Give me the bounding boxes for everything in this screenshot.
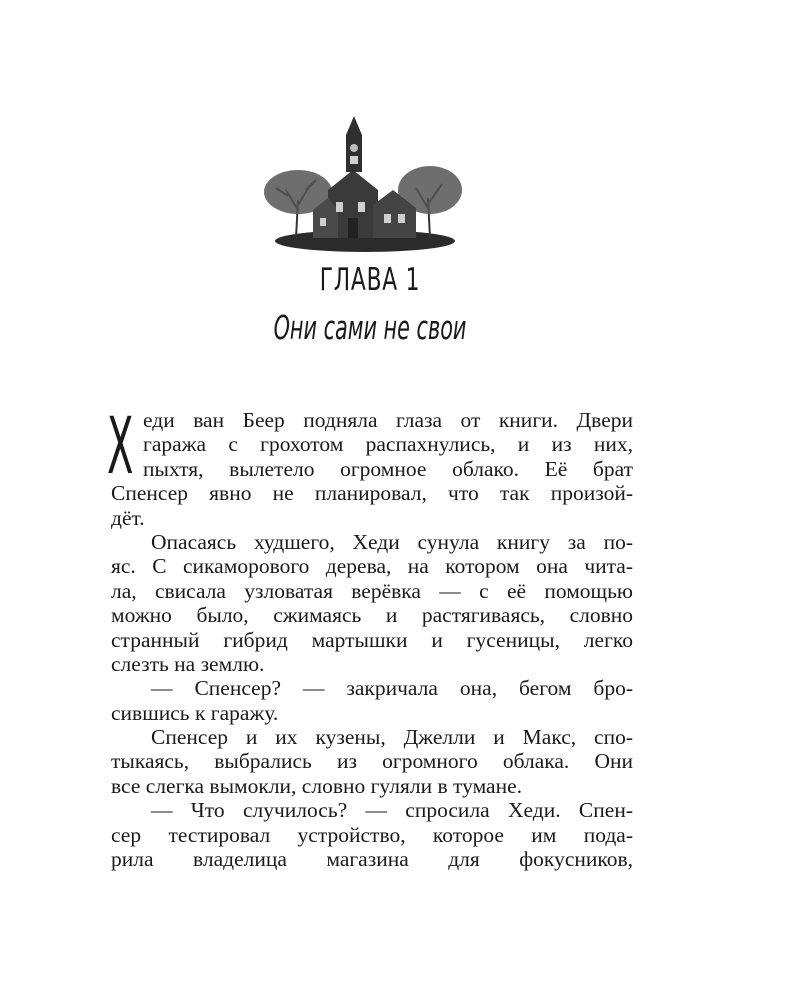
chapter-title: Они сами не свои: [273, 308, 467, 347]
drop-cap: Х: [107, 402, 134, 492]
haunted-house-illustration: [258, 110, 468, 255]
text-line: сившись к гаражу.: [111, 700, 279, 725]
text-line: — Спенсер? — закричала она, бегом бро-: [151, 676, 633, 701]
text-line: Спенсер явно не планировал, что так произой-: [111, 481, 633, 506]
text-line: гаража с грохотом распахнулись, и из них,: [143, 432, 633, 457]
text-line: пыхтя, вылетело огромное облако. Её брат: [143, 456, 633, 481]
text-line: дёт.: [111, 505, 145, 530]
text-line: ла, свисала узловатая верёвка — с её помощью: [111, 578, 633, 603]
text-line: еди ван Беер подняла глаза от книги. Двери: [143, 408, 633, 432]
text-line: рила владелица магазина для фокусников,: [111, 847, 633, 872]
text-line: Спенсер и их кузены, Джелли и Макс, спо-: [151, 725, 633, 750]
text-line: все слегка вымокли, словно гуляли в тумане.: [111, 773, 522, 798]
text-line: — Что случилось? — спросила Хеди. Спен-: [151, 798, 633, 823]
text-line: слезть на землю.: [111, 651, 265, 676]
chapter-label: ГЛАВА 1: [319, 262, 421, 298]
text-line: странный гибрид мартышки и гусеницы, легко: [111, 627, 633, 652]
text-line: яс. С сикаморового дерева, на котором она чита-: [111, 554, 633, 579]
chapter-body: [107, 402, 633, 872]
text-line: можно было, сжимаясь и растягиваясь, словно: [111, 603, 633, 628]
text-line: сер тестировал устройство, которое им пода-: [111, 822, 633, 847]
text-line: Опасаясь худшего, Хеди сунула книгу за по-: [151, 529, 633, 554]
text-line: тыкаясь, выбрались из огромного облака. Они: [111, 749, 633, 774]
